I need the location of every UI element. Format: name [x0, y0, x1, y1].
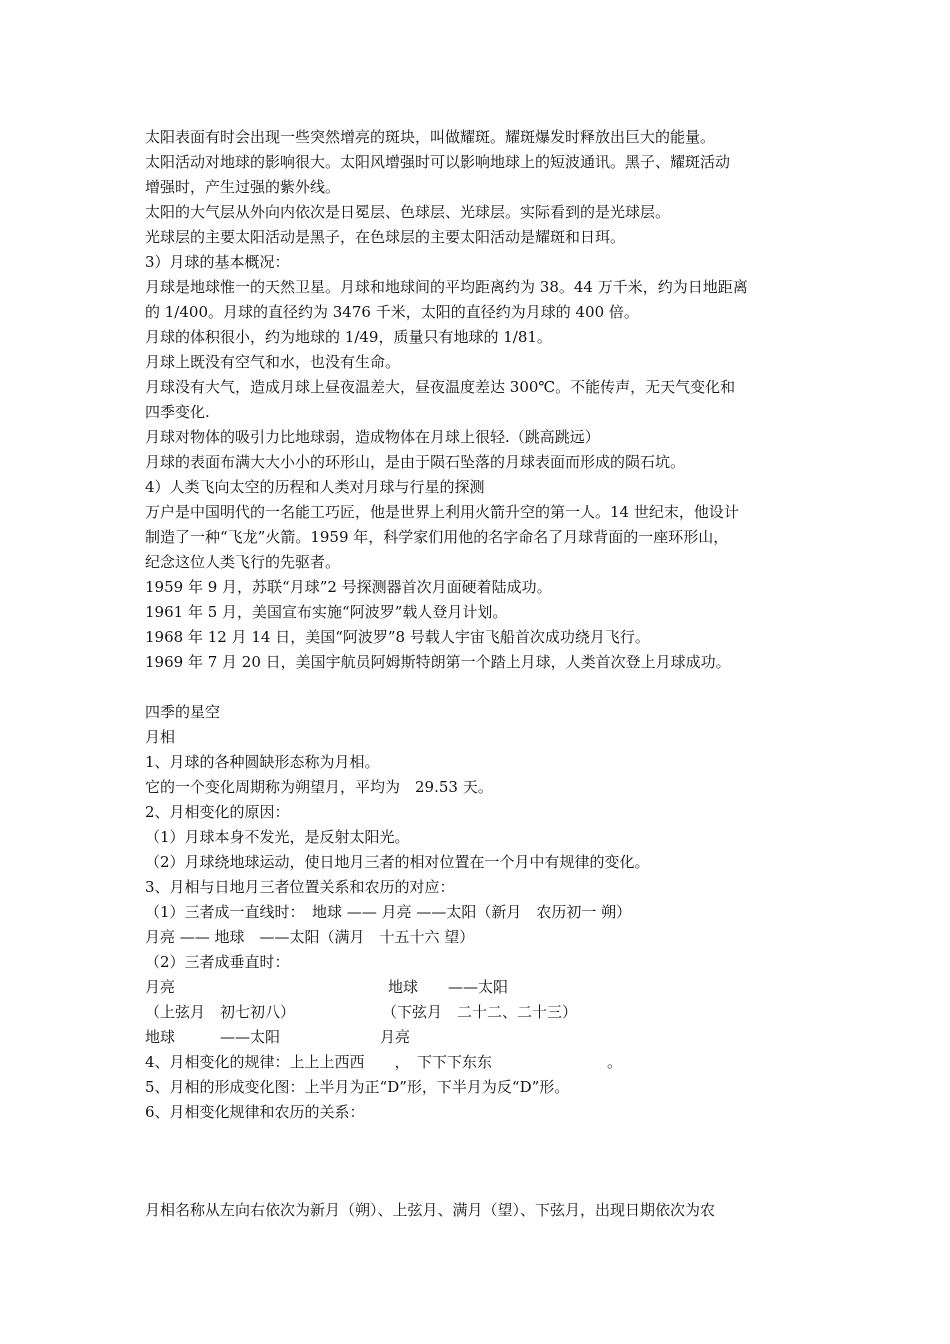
text-line: 月相名称从左向右依次为新月（朔）、上弦月、满月（望）、下弦月，出现日期依次为农: [145, 1201, 716, 1219]
position-row-right: （下弦月 二十二、二十三）: [382, 1003, 578, 1021]
text-line: 2、月相变化的原因：: [145, 803, 290, 821]
position-row-left: 地球 ——太阳: [145, 1028, 281, 1046]
section-title: 月相: [145, 728, 176, 746]
rule-end-mark: 。: [607, 1053, 623, 1071]
text-line: 制造了一种“飞龙”火箭。1959 年，科学家们用他的名字命名了月球背面的一座环形山，: [145, 528, 729, 546]
position-row-left: 月亮: [145, 978, 176, 996]
text-line: 月球是地球惟一的天然卫星。月球和地球间的平均距离约为 38。44 万千米，约为日地距离: [145, 278, 748, 296]
position-row-right: 地球 ——太阳: [388, 978, 509, 996]
text-line: 纪念这位人类飞行的先驱者。: [145, 553, 341, 571]
position-row: [145, 1000, 810, 1024]
text-line: 它的一个变化周期称为朔望月，平均为 29.53 天。: [145, 778, 493, 796]
position-row: [145, 975, 810, 999]
text-line: 太阳表面有时会出现一些突然增亮的斑块，叫做耀斑。耀斑爆发时释放出巨大的能量。: [145, 128, 716, 146]
text-line: 1、月球的各种圆缺形态称为月相。: [145, 753, 380, 771]
text-line: 1968 年 12 月 14 日，美国“阿波罗”8 号载人宇宙飞船首次成功绕月飞行。: [145, 628, 650, 646]
text-line: 月球的体积很小，约为地球的 1/49，质量只有地球的 1/81。: [145, 328, 552, 346]
text-line: 太阳活动对地球的影响很大。太阳风增强时可以影响地球上的短波通讯。黑子、耀斑活动: [145, 153, 731, 171]
text-line: 1969 年 7 月 20 日，美国宇航员阿姆斯特朗第一个踏上月球，人类首次登上月球成功。: [145, 653, 731, 671]
section-title: 四季的星空: [145, 703, 221, 721]
text-line: 月球没有大气，造成月球上昼夜温差大，昼夜温度差达 300℃。不能传声，无天气变化和: [145, 378, 736, 396]
text-line: （1）月球本身不发光，是反射太阳光。: [145, 828, 410, 846]
text-line: （1）三者成一直线时： 地球 —— 月亮 ——太阳（新月 农历初一 朔）: [145, 903, 632, 921]
rule-text: 4、月相变化的规律：上上上西西 ， 下下下东东: [145, 1053, 493, 1071]
text-line: 3、月相与日地月三者位置关系和农历的对应：: [145, 878, 455, 896]
text-line: 1961 年 5 月，美国宣布实施“阿波罗”载人登月计划。: [145, 603, 508, 621]
text-line: （2）月球绕地球运动，使日地月三者的相对位置在一个月中有规律的变化。: [145, 853, 650, 871]
text-line: 四季变化.: [145, 403, 210, 421]
rule-line: [145, 1050, 810, 1074]
text-line: 光球层的主要太阳活动是黑子，在色球层的主要太阳活动是耀斑和日珥。: [145, 228, 626, 246]
text-line: 6、月相变化规律和农历的关系：: [145, 1103, 365, 1121]
text-line: 万户是中国明代的一名能工巧匠，他是世界上利用火箭升空的第一人。14 世纪末，他设计: [145, 503, 739, 521]
text-line: 增强时，产生过强的紫外线。: [145, 178, 341, 196]
text-line: 月球上既没有空气和水，也没有生命。: [145, 353, 401, 371]
text-line: 月球对物体的吸引力比地球弱，造成物体在月球上很轻.（跳高跳远）: [145, 428, 600, 446]
section-heading: 4）人类飞向太空的历程和人类对月球与行星的探测: [145, 478, 485, 496]
position-row: [145, 1025, 810, 1049]
text-line: 的 1/400。月球的直径约为 3476 千米，太阳的直径约为月球的 400 倍。: [145, 303, 639, 321]
section-heading: 3）月球的基本概况：: [145, 253, 290, 271]
text-line: （2）三者成垂直时：: [145, 953, 290, 971]
text-line: 5、月相的形成变化图：上半月为正“D”形，下半月为反“D”形。: [145, 1078, 570, 1096]
text-line: 1959 年 9 月，苏联“月球”2 号探测器首次月面硬着陆成功。: [145, 578, 552, 596]
text-line: 月球的表面布满大大小小的环形山，是由于陨石坠落的月球表面而形成的陨石坑。: [145, 453, 686, 471]
text-line: 月亮 —— 地球 ——太阳（满月 十五十六 望）: [145, 928, 475, 946]
text-line: 太阳的大气层从外向内依次是日冕层、色球层、光球层。实际看到的是光球层。: [145, 203, 671, 221]
position-row-right: 月亮: [380, 1028, 411, 1046]
position-row-left: （上弦月 初七初八）: [145, 1003, 296, 1021]
